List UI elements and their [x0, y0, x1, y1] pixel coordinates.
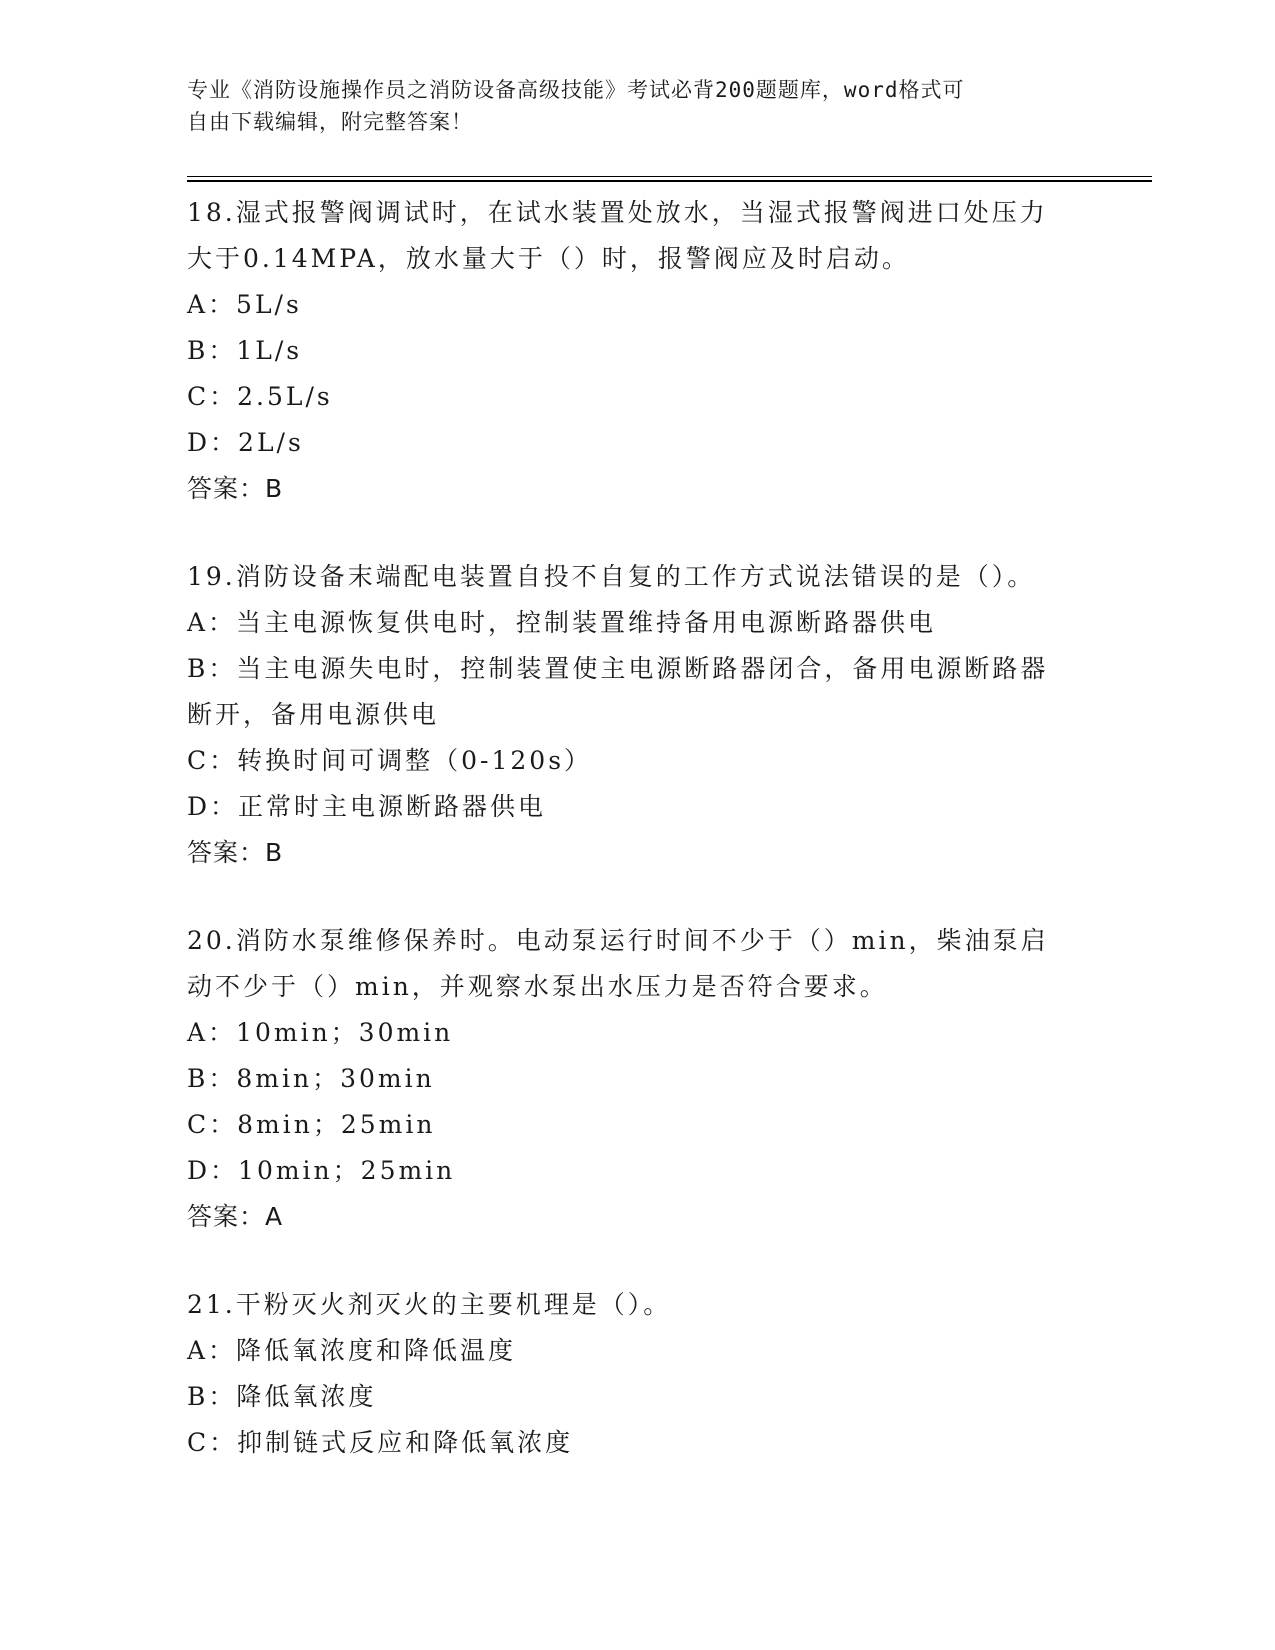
option-b: B：降低氧浓度 — [187, 1382, 377, 1411]
question-stem-line: 动不少于（）min，并观察水泵出水压力是否符合要求。 — [187, 972, 888, 1001]
header-title-line-2: 自由下载编辑，附完整答案！ — [187, 110, 473, 134]
header-divider-thick — [187, 180, 1152, 182]
option-b: B：8min；30min — [187, 1064, 435, 1093]
question-stem-line: 20.消防水泵维修保养时。电动泵运行时间不少于（）min，柴油泵启 — [187, 926, 1049, 955]
option-c: C：2.5L/s — [187, 382, 333, 411]
header-divider-thin — [187, 176, 1152, 177]
option-c: C：转换时间可调整（0-120s） — [187, 746, 593, 775]
answer-label: 答案：B — [187, 474, 284, 503]
option-c: C：抑制链式反应和降低氧浓度 — [187, 1428, 574, 1457]
option-a: A：5L/s — [187, 290, 302, 319]
question-19 — [187, 554, 1087, 876]
question-18 — [187, 190, 1087, 512]
question-stem-line: 19.消防设备末端配电装置自投不自复的工作方式说法错误的是（）。 — [187, 562, 1036, 591]
option-b: B：当主电源失电时，控制装置使主电源断路器闭合，备用电源断路器 — [187, 654, 1049, 683]
answer-label: 答案：B — [187, 838, 284, 867]
question-stem-line: 18.湿式报警阀调试时，在试水装置处放水，当湿式报警阀进口处压力 — [187, 198, 1048, 227]
option-a: A：10min；30min — [187, 1018, 454, 1047]
answer-label: 答案：A — [187, 1202, 284, 1231]
document-header — [187, 74, 1067, 138]
option-d: D：10min；25min — [187, 1156, 456, 1185]
option-b-continued: 断开，备用电源供电 — [187, 700, 440, 729]
question-list — [187, 190, 1087, 1508]
question-stem-line: 大于0.14MPA，放水量大于（）时，报警阀应及时启动。 — [187, 244, 910, 273]
question-stem-line: 21.干粉灭火剂灭火的主要机理是（）。 — [187, 1290, 672, 1319]
header-title-line-1: 专业《消防设施操作员之消防设备高级技能》考试必背200题题库，word格式可 — [187, 78, 965, 102]
option-a: A：当主电源恢复供电时，控制装置维持备用电源断路器供电 — [187, 608, 937, 637]
option-d: D：正常时主电源断路器供电 — [187, 792, 547, 821]
question-20 — [187, 918, 1087, 1240]
option-b: B：1L/s — [187, 336, 303, 365]
question-21 — [187, 1282, 1087, 1466]
option-d: D：2L/s — [187, 428, 304, 457]
option-a: A：降低氧浓度和降低温度 — [187, 1336, 517, 1365]
option-c: C：8min；25min — [187, 1110, 436, 1139]
